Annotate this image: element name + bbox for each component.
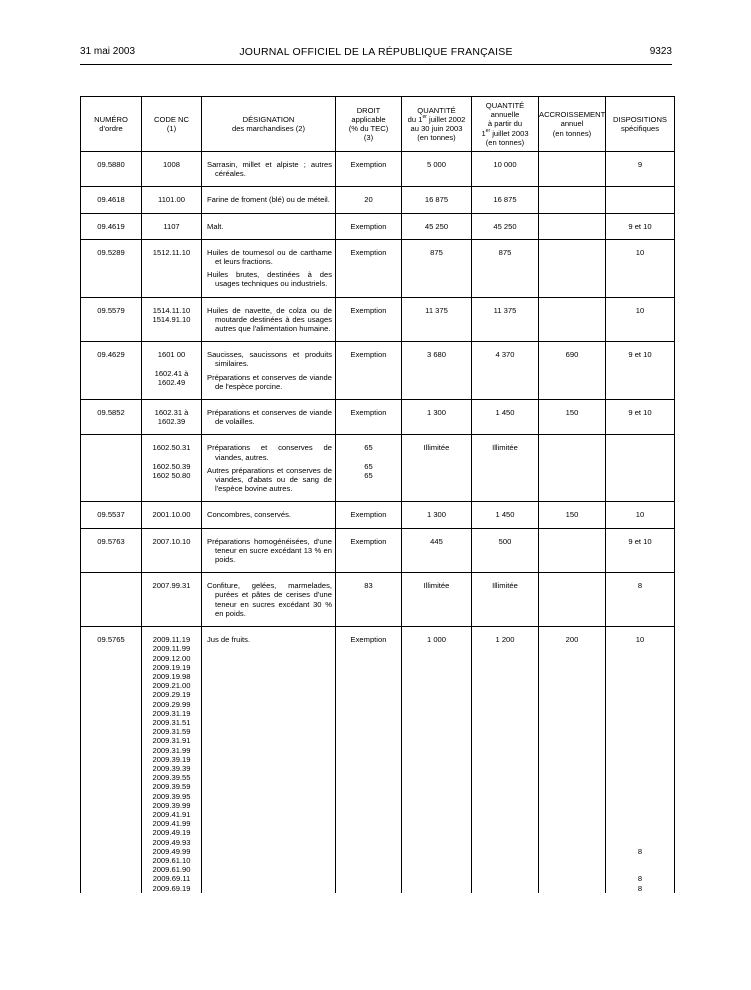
code-nc: 2009.29.19 <box>152 690 191 700</box>
designation-text: Confiture, gelées, marmelades, purées et pâtes de cerises d'une teneur en sucres excédant 30 % en poids. <box>207 581 332 618</box>
table-row <box>81 627 675 893</box>
cell-code-nc <box>142 435 202 502</box>
disposition-value: 10 <box>635 635 645 645</box>
code-nc: 2009.39.95 <box>152 791 191 801</box>
header-date: 31 mai 2003 <box>80 46 136 57</box>
code-nc: 2009.61.10 <box>152 855 191 865</box>
disposition-value <box>606 801 674 810</box>
code-nc: 2009.39.39 <box>152 763 191 773</box>
cell-dispositions <box>606 573 675 627</box>
cell-droit <box>336 342 402 400</box>
code-nc: 2007.10.10 <box>152 536 191 546</box>
designation-text: Huiles de navette, de colza ou de moutarde destinées à des usages autres que l'alimentation humaine. <box>207 305 332 334</box>
table-row <box>81 152 675 187</box>
cell-numero: 09.4618 <box>81 187 142 213</box>
designation-text: Sarrasin, millet et alpiste ; autres céréales. <box>207 160 332 179</box>
code-nc: 1512.11.10 <box>152 247 191 257</box>
code-nc: 1601 00 <box>157 350 186 360</box>
cell-quantite-2002: 875 <box>402 239 472 297</box>
cell-accroissement <box>539 213 606 239</box>
droit-value: Exemption <box>350 510 387 520</box>
droit-value: Exemption <box>350 635 387 645</box>
cell-droit <box>336 435 402 502</box>
cell-droit <box>336 502 402 528</box>
disposition-value <box>606 690 674 699</box>
disposition-value <box>606 663 674 672</box>
col-header-numero: NUMÉRO d'ordre <box>81 97 142 152</box>
disposition-value <box>606 856 674 865</box>
code-nc: 2009.69.11 <box>152 874 191 884</box>
designation-text: Préparations homogénéisées, d'une teneur en sucre excédant 13 % en poids. <box>207 536 332 565</box>
disposition-value: 9 <box>637 160 643 169</box>
table-row <box>81 435 675 502</box>
cell-droit <box>336 627 402 893</box>
code-nc: 1602.41 à <box>154 368 189 378</box>
cell-quantite-annuelle: Illimitée <box>472 573 539 627</box>
cell-accroissement <box>539 239 606 297</box>
disposition-value <box>606 644 674 653</box>
droit-value: Exemption <box>350 350 387 360</box>
disposition-value <box>606 828 674 837</box>
disposition-value <box>606 865 674 874</box>
cell-accroissement <box>539 297 606 342</box>
disposition-value: 9 et 10 <box>628 536 652 546</box>
droit-value: Exemption <box>350 408 387 418</box>
code-nc: 1602.39 <box>157 417 186 427</box>
designation-text: Saucisses, saucissons et produits similaires. <box>207 350 332 369</box>
designation-text: Jus de fruits. <box>207 635 251 645</box>
code-nc: 2009.39.55 <box>152 773 191 783</box>
droit-value <box>336 453 401 462</box>
cell-quantite-2002: 1 300 <box>402 502 472 528</box>
droit-value: 20 <box>364 195 373 205</box>
cell-numero: 09.5289 <box>81 239 142 297</box>
code-nc: 2001.10.00 <box>152 510 191 520</box>
cell-designation <box>202 152 336 187</box>
cell-quantite-annuelle: 16 875 <box>472 187 539 213</box>
designation-text: Préparations et conserves de viande de l'espèce porcine. <box>207 372 332 391</box>
code-nc: 2009.41.91 <box>152 809 191 819</box>
cell-numero: 09.5763 <box>81 528 142 573</box>
code-nc: 2009.49.19 <box>152 828 191 838</box>
cell-numero: 09.5880 <box>81 152 142 187</box>
cell-designation <box>202 573 336 627</box>
cell-dispositions <box>606 297 675 342</box>
cell-designation <box>202 435 336 502</box>
disposition-value <box>606 700 674 709</box>
cell-quantite-2002: 445 <box>402 528 472 573</box>
code-nc: 1602 50.80 <box>152 471 191 481</box>
cell-quantite-2002: 1 300 <box>402 400 472 435</box>
cell-droit <box>336 152 402 187</box>
code-nc: 1101.00 <box>158 195 185 205</box>
table-row <box>81 528 675 573</box>
code-nc: 1602.50.39 <box>152 461 191 471</box>
cell-dispositions <box>606 528 675 573</box>
cell-quantite-2002: 5 000 <box>402 152 472 187</box>
cell-dispositions <box>606 239 675 297</box>
code-nc: 2009.19.19 <box>152 662 191 672</box>
disposition-value <box>606 681 674 690</box>
cell-quantite-annuelle: 45 250 <box>472 213 539 239</box>
table-row <box>81 342 675 400</box>
cell-numero <box>81 573 142 627</box>
designation-text: Concombres, conservés. <box>207 510 291 520</box>
cell-quantite-2002: Illimitée <box>402 435 472 502</box>
disposition-value: 9 et 10 <box>628 350 652 360</box>
col-header-designation: DÉSIGNATION des marchandises (2) <box>202 97 336 152</box>
cell-code-nc <box>142 187 202 213</box>
cell-numero: 09.4629 <box>81 342 142 400</box>
code-nc: 2009.39.99 <box>152 800 191 810</box>
code-nc: 2009.19.98 <box>152 671 191 681</box>
disposition-value: 10 <box>635 510 645 520</box>
table-row <box>81 573 675 627</box>
cell-dispositions <box>606 152 675 187</box>
cell-designation <box>202 502 336 528</box>
disposition-value <box>606 736 674 745</box>
disposition-value <box>606 727 674 736</box>
cell-dispositions <box>606 342 675 400</box>
cell-quantite-annuelle: 1 450 <box>472 502 539 528</box>
col-header-dispositions: DISPOSITIONS spécifiques <box>606 97 675 152</box>
disposition-value <box>606 819 674 828</box>
table-row <box>81 502 675 528</box>
cell-droit <box>336 239 402 297</box>
disposition-value: 8 <box>637 846 643 856</box>
droit-value: Exemption <box>350 221 387 231</box>
cell-accroissement: 690 <box>539 342 606 400</box>
code-nc: 2009.11.99 <box>152 644 191 654</box>
disposition-value <box>606 746 674 755</box>
cell-code-nc <box>142 528 202 573</box>
table-row <box>81 187 675 213</box>
droit-value: Exemption <box>350 305 387 315</box>
cell-numero: 09.5579 <box>81 297 142 342</box>
cell-code-nc <box>142 239 202 297</box>
cell-accroissement <box>539 435 606 502</box>
code-nc: 2009.61.90 <box>152 865 191 875</box>
header-rule <box>80 64 672 65</box>
cell-designation <box>202 297 336 342</box>
cell-code-nc <box>142 627 202 893</box>
cell-dispositions <box>606 502 675 528</box>
designation-text: Farine de froment (blé) ou de méteil. <box>207 195 330 205</box>
col-header-quantite-2002: QUANTITÉ du 1er juillet 2002 au 30 juin 2003 (en tonnes) <box>402 97 472 152</box>
code-nc: 2009.29.99 <box>152 699 191 709</box>
droit-value: Exemption <box>350 536 387 546</box>
droit-value: 83 <box>364 581 373 591</box>
cell-designation <box>202 187 336 213</box>
cell-designation <box>202 400 336 435</box>
code-nc: 2009.39.19 <box>152 754 191 764</box>
cell-numero: 09.5537 <box>81 502 142 528</box>
code-nc: 1514.91.10 <box>152 314 191 324</box>
cell-designation <box>202 342 336 400</box>
code-nc: 1602.50.31 <box>152 443 191 453</box>
cell-code-nc <box>142 342 202 400</box>
cell-dispositions <box>606 213 675 239</box>
disposition-value <box>606 654 674 663</box>
cell-code-nc <box>142 152 202 187</box>
cell-quantite-annuelle: 1 200 <box>472 627 539 893</box>
cell-quantite-annuelle: 500 <box>472 528 539 573</box>
disposition-value <box>606 792 674 801</box>
cell-quantite-annuelle: 1 450 <box>472 400 539 435</box>
disposition-value <box>606 782 674 791</box>
table-row <box>81 400 675 435</box>
disposition-value <box>606 443 674 452</box>
cell-droit <box>336 297 402 342</box>
journal-title: JOURNAL OFFICIEL DE LA RÉPUBLIQUE FRANÇAISE <box>239 46 513 58</box>
cell-droit <box>336 400 402 435</box>
code-nc: 2009.31.19 <box>152 708 191 718</box>
cell-designation <box>202 528 336 573</box>
cell-quantite-annuelle: Illimitée <box>472 435 539 502</box>
designation-text: Huiles brutes, destinées à des usages techniques ou industriels. <box>207 270 332 289</box>
col-header-accroissement: ACCROISSEMENT annuel (en tonnes) <box>539 97 606 152</box>
cell-numero: 09.5765 <box>81 627 142 893</box>
disposition-value: 10 <box>635 305 645 315</box>
cell-accroissement <box>539 187 606 213</box>
disposition-value: 8 <box>637 581 643 591</box>
code-nc: 2009.41.99 <box>152 819 191 829</box>
cell-quantite-annuelle: 11 375 <box>472 297 539 342</box>
table-body <box>81 152 675 893</box>
code-nc: 2009.11.19 <box>152 635 191 645</box>
cell-quantite-2002: 45 250 <box>402 213 472 239</box>
cell-numero: 09.4619 <box>81 213 142 239</box>
code-nc: 2009.49.93 <box>152 837 191 847</box>
cell-quantite-annuelle: 875 <box>472 239 539 297</box>
designation-text: Autres préparations et conserves de viandes, d'abats ou de sang de l'espèce bovine autres. <box>207 465 332 494</box>
code-nc: 1602.49 <box>157 377 186 387</box>
code-nc: 1008 <box>163 160 180 169</box>
droit-value: Exemption <box>350 247 387 257</box>
cell-droit <box>336 187 402 213</box>
page-number: 9323 <box>649 46 672 57</box>
cell-designation <box>202 213 336 239</box>
cell-accroissement <box>539 573 606 627</box>
disposition-value <box>606 195 674 204</box>
code-nc: 2007.99.31 <box>152 581 191 591</box>
designation-text: Préparations et conserves de viande de volailles. <box>207 408 332 427</box>
disposition-value: 8 <box>637 883 643 893</box>
disposition-value: 9 et 10 <box>628 221 652 231</box>
col-header-code: CODE NC (1) <box>142 97 202 152</box>
code-nc: 1514.11.10 <box>152 305 191 315</box>
table-row <box>81 297 675 342</box>
cell-code-nc <box>142 213 202 239</box>
code-nc: 2009.12.00 <box>152 653 191 663</box>
droit-value: 65 <box>364 461 373 471</box>
cell-accroissement: 150 <box>539 502 606 528</box>
cell-designation <box>202 239 336 297</box>
cell-dispositions <box>606 400 675 435</box>
cell-dispositions <box>606 435 675 502</box>
cell-quantite-2002: Illimitée <box>402 573 472 627</box>
code-nc: 2009.31.99 <box>152 745 191 755</box>
cell-dispositions <box>606 187 675 213</box>
disposition-value <box>606 709 674 718</box>
disposition-value <box>606 773 674 782</box>
cell-quantite-2002: 11 375 <box>402 297 472 342</box>
code-nc <box>142 359 201 368</box>
disposition-value <box>606 764 674 773</box>
code-nc: 2009.69.19 <box>152 883 191 893</box>
col-header-quantite-annuelle: QUANTITÉ annuelle à partir du 1er juillet 2003 (en tonnes) <box>472 97 539 152</box>
cell-droit <box>336 573 402 627</box>
code-nc: 2009.31.91 <box>152 736 191 746</box>
cell-quantite-annuelle: 10 000 <box>472 152 539 187</box>
cell-quantite-2002: 3 680 <box>402 342 472 400</box>
table-header <box>81 97 675 152</box>
cell-quantite-2002: 16 875 <box>402 187 472 213</box>
table-row <box>81 239 675 297</box>
droit-value: Exemption <box>350 160 387 169</box>
cell-dispositions <box>606 627 675 893</box>
designation-text: Malt. <box>207 221 224 231</box>
cell-accroissement: 200 <box>539 627 606 893</box>
cell-numero: 09.5852 <box>81 400 142 435</box>
disposition-value <box>606 755 674 764</box>
cell-accroissement: 150 <box>539 400 606 435</box>
disposition-value: 10 <box>635 247 645 257</box>
disposition-value: 8 <box>637 874 643 884</box>
cell-droit <box>336 213 402 239</box>
code-nc: 2009.39.59 <box>152 782 191 792</box>
droit-value: 65 <box>364 471 373 481</box>
cell-code-nc <box>142 297 202 342</box>
cell-designation <box>202 627 336 893</box>
code-nc: 2009.49.99 <box>152 846 191 856</box>
col-header-droit: DROIT applicable (% du TEC) (3) <box>336 97 402 152</box>
code-nc <box>142 453 201 462</box>
cell-code-nc <box>142 502 202 528</box>
cell-code-nc <box>142 400 202 435</box>
cell-quantite-annuelle: 4 370 <box>472 342 539 400</box>
cell-accroissement <box>539 528 606 573</box>
code-nc: 2009.31.51 <box>152 717 191 727</box>
designation-text: Huiles de tournesol ou de carthame et leurs fractions. <box>207 247 332 267</box>
designation-text: Préparations et conserves de viandes, autres. <box>207 443 332 462</box>
code-nc: 1602.31 à <box>154 408 189 418</box>
cell-quantite-2002: 1 000 <box>402 627 472 893</box>
cell-numero <box>81 435 142 502</box>
table-row <box>81 213 675 239</box>
disposition-value: 9 et 10 <box>628 408 652 418</box>
disposition-value <box>606 672 674 681</box>
tariff-table <box>80 96 675 893</box>
cell-droit <box>336 528 402 573</box>
droit-value: 65 <box>364 443 373 453</box>
code-nc: 1107 <box>163 221 180 231</box>
disposition-value <box>606 718 674 727</box>
cell-code-nc <box>142 573 202 627</box>
disposition-value <box>606 838 674 847</box>
code-nc: 2009.31.59 <box>152 727 191 737</box>
disposition-value <box>606 810 674 819</box>
cell-accroissement <box>539 152 606 187</box>
code-nc: 2009.21.00 <box>152 681 191 691</box>
